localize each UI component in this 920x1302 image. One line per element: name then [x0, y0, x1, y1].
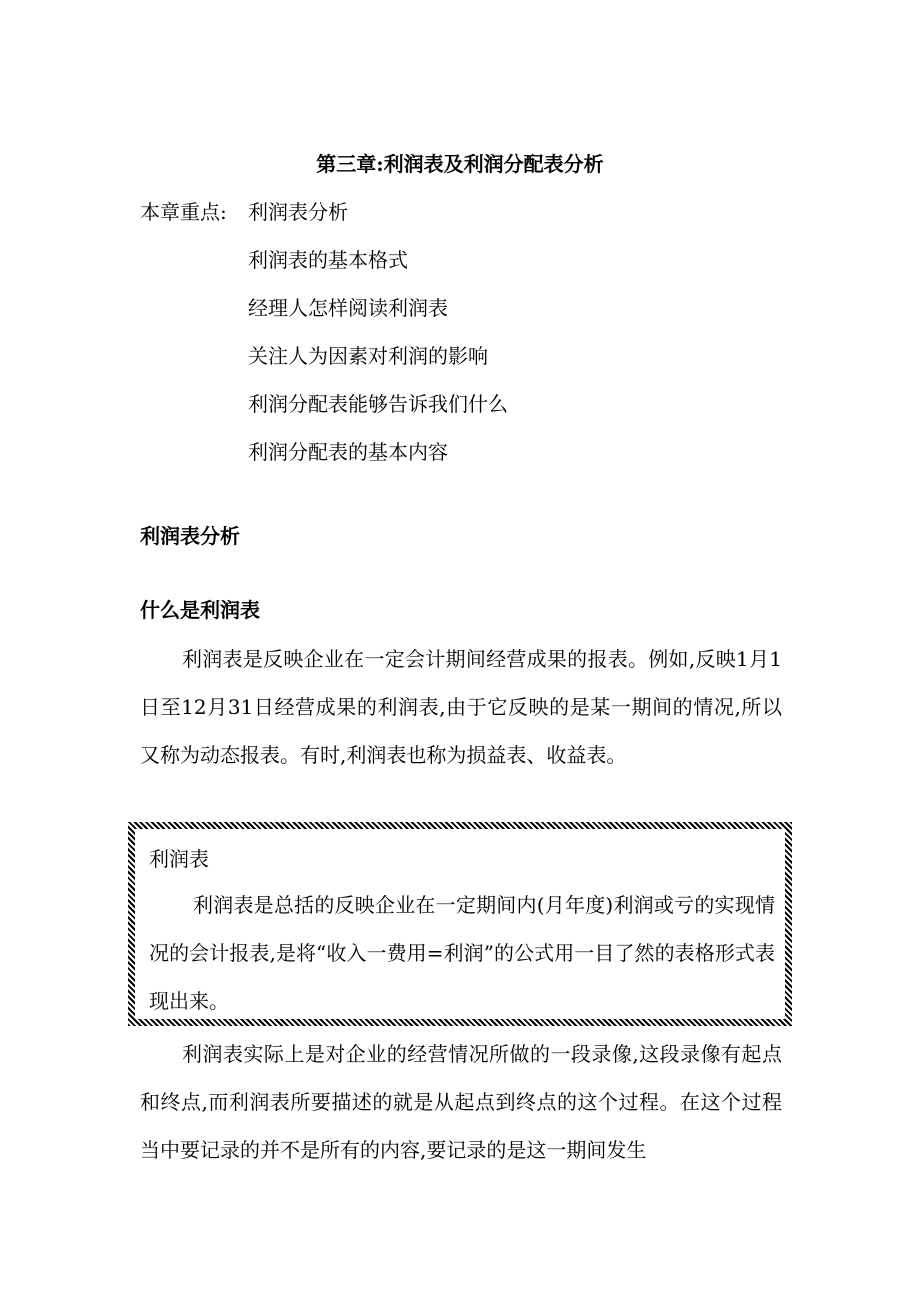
body-paragraph: 利润表实际上是对企业的经营情况所做的一段录像,这段录像有起点和终点,而利润表所要描述的就是从起点到终点的这个过程。在这个过程当中要记录的并不是所有的内容,要记录的是这一期间发生 — [140, 1042, 782, 1162]
section-heading: 利润表分析 — [140, 524, 240, 548]
subsection-heading: 什么是利润表 — [140, 598, 260, 622]
definition-box — [128, 822, 792, 1026]
key-point-item: 利润分配表的基本内容 — [248, 440, 448, 464]
definition-text: 利润表是总括的反映企业在一定期间内(月年度)利润或亏的实现情况的会计报表,是将“收入一费用=利润”的公式用一目了然的表格形式表现出来。 — [149, 893, 775, 1013]
key-point-item: 利润分配表能够告诉我们什么 — [248, 392, 508, 416]
definition-title: 利润表 — [149, 847, 209, 871]
key-point-item: 关注人为因素对利润的影响 — [248, 344, 488, 368]
key-point-item: 经理人怎样阅读利润表 — [248, 296, 448, 320]
key-points-list — [248, 200, 508, 488]
key-point-item: 利润表分析 — [248, 200, 348, 224]
key-points-label: 本章重点: — [140, 200, 227, 224]
key-point-item: 利润表的基本格式 — [248, 248, 408, 272]
intro-paragraph: 利润表是反映企业在一定会计期间经营成果的报表。例如,反映1月1日至12月31日经营成果的利润表,由于它反映的是某一期间的情况,所以又称为动态报表。有时,利润表也称为损益表、收益表。 — [140, 647, 782, 767]
chapter-title: 第三章:利润表及利润分配表分析 — [316, 152, 604, 176]
